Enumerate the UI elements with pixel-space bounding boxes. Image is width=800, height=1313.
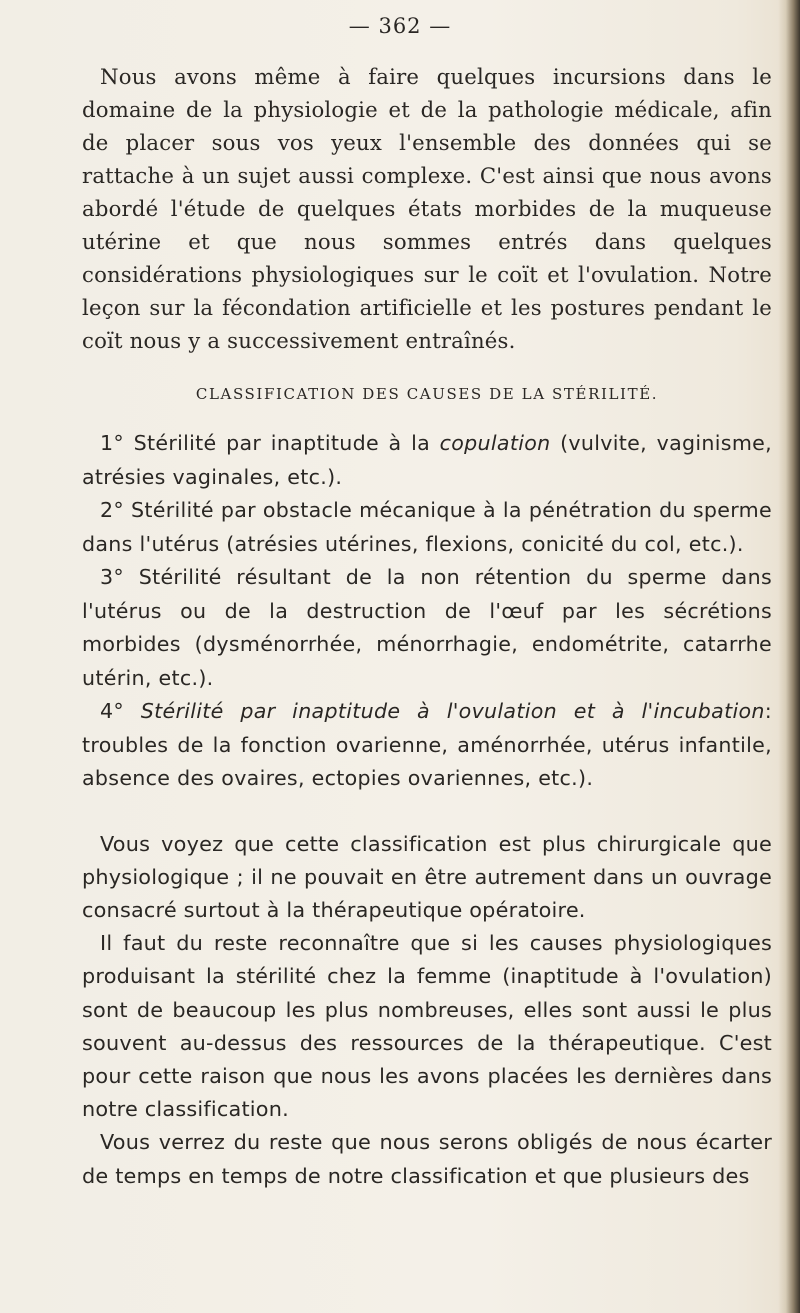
- item-number: 3°: [100, 565, 124, 589]
- item-text-rest: : troubles de la fonction ovarienne, aménorrhée, utérus infantile, absence des ovaires, ectopies ovariennes, etc.).: [82, 699, 772, 790]
- item-emphasis: Stérilité par inaptitude à l'ovulation et à l'incubation: [140, 699, 765, 723]
- item-text: Stérilité par inaptitude à la: [124, 431, 440, 455]
- intro-paragraph: Nous avons même à faire quelques incursions dans le domaine de la physiologie et de la pathologie médicale, afin de placer sous vos yeux l'ensemble des données qui se rattache à un sujet aussi complexe. C'est ainsi que nous avons abordé l'étude de quelques états morbides de la muqueuse utérine et que nous sommes entrés dans quelques considérations physiologiques sur le coït et l'ovulation. Notre leçon sur la fécondation artificielle et les postures pendant le coït nous y a successivement entraînés.: [82, 64, 772, 353]
- section-heading: CLASSIFICATION DES CAUSES DE LA STÉRILITÉ.: [195, 385, 659, 403]
- body-paragraph: Il faut du reste reconnaître que si les causes physiologiques produisant la stérilité chez la femme (inaptitude à l'ovulation) sont de beaucoup les plus nombreuses, elles sont aussi le plus souvent au-dessus des ressources de la thérapeutique. C'est pour cette raison que nous les avons placées les dernières dans notre classification.: [82, 931, 772, 1122]
- list-item: [82, 494, 772, 561]
- item-emphasis: copulation: [439, 431, 551, 455]
- page-edge-shadow: [778, 0, 800, 1313]
- body-paragraph: Vous verrez du reste que nous serons obligés de nous écarter de temps en temps de notre classification et que plusieurs des: [82, 1130, 772, 1188]
- list-item: [82, 695, 772, 796]
- list-item: [82, 561, 772, 695]
- item-text-rest: (vulvite, vaginisme, atrésies vaginales, etc.).: [82, 431, 772, 489]
- list-item: [82, 427, 772, 494]
- discussion-section: [82, 828, 772, 1193]
- item-number: 2°: [100, 498, 124, 522]
- item-text: Stérilité par obstacle mécanique à la pénétration du sperme dans l'utérus (atrésies utérines, flexions, conicité du col, etc.).: [82, 498, 772, 556]
- item-text: Stérilité résultant de la non rétention du sperme dans l'utérus ou de la destruction de l'œuf par les sécrétions morbides (dysménorrhée, ménorrhagie, endométrite, catarrhe utérin, etc.).: [82, 565, 772, 690]
- page-number: — 362 —: [348, 14, 452, 38]
- item-text: [124, 699, 141, 723]
- classification-list: [82, 427, 772, 796]
- item-number: 4°: [100, 699, 124, 723]
- page-content: [82, 60, 772, 1193]
- body-paragraph: Vous voyez que cette classification est plus chirurgicale que physiologique ; il ne pouvait en être autrement dans un ouvrage consacré surtout à la thérapeutique opératoire.: [82, 831, 772, 922]
- item-number: 1°: [100, 431, 124, 455]
